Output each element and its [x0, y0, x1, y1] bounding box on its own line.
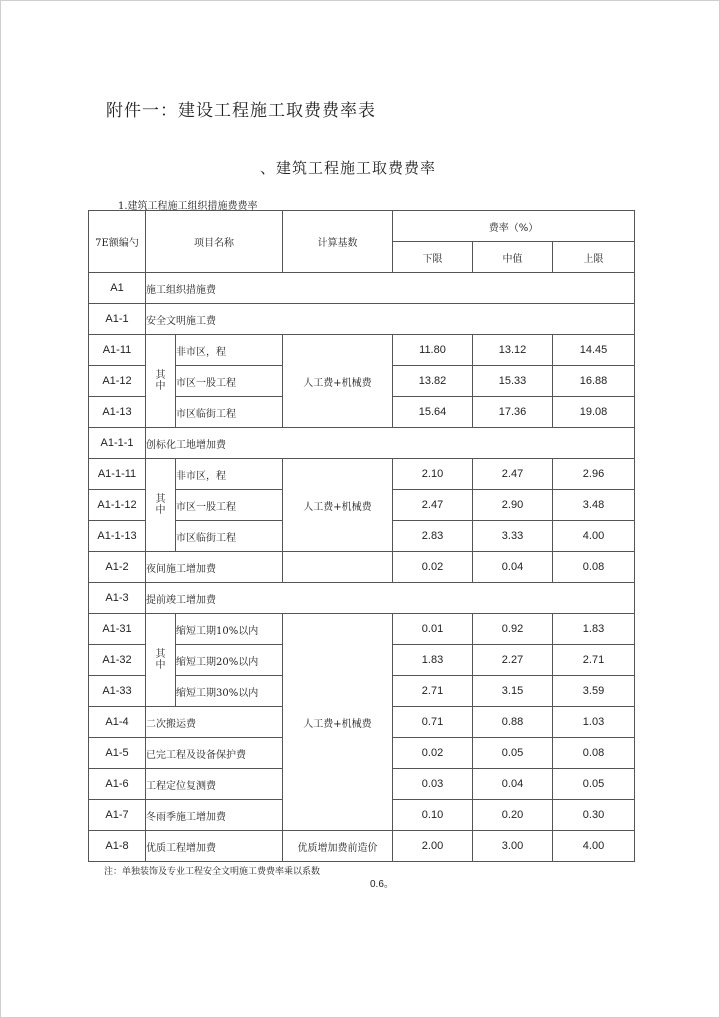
- row-name: 市区临街工程: [176, 397, 283, 428]
- row-code: A1-12: [89, 366, 146, 397]
- rate-upper: 14.45: [553, 335, 635, 366]
- rate-middle: 2.27: [473, 645, 553, 676]
- row-code: A1-1-12: [89, 490, 146, 521]
- row-name: 夜间施工增加费: [146, 552, 283, 583]
- row-code: A1-3: [89, 583, 146, 614]
- calc-base: 人工费+机械费: [283, 459, 393, 552]
- rate-upper: 2.71: [553, 645, 635, 676]
- rate-lower: 13.82: [393, 366, 473, 397]
- row-name: 工程定位复测费: [146, 769, 283, 800]
- row-code: A1-2: [89, 552, 146, 583]
- header-row: [89, 211, 635, 242]
- table-row: [89, 335, 635, 366]
- table-row: [89, 614, 635, 645]
- rate-lower: 2.83: [393, 521, 473, 552]
- row-code: A1-33: [89, 676, 146, 707]
- row-name: 创标化工地增加费: [146, 428, 635, 459]
- table-row: [89, 831, 635, 862]
- row-code: A1-1: [89, 304, 146, 335]
- footnote: 注：单独装饰及专业工程安全文明施工费费率乘以系数: [104, 867, 321, 877]
- rate-lower: 0.02: [393, 552, 473, 583]
- rate-lower: 2.71: [393, 676, 473, 707]
- table-row: [89, 428, 635, 459]
- row-name: 市区一股工程: [176, 490, 283, 521]
- footnote-continuation: 0.6。: [370, 879, 394, 890]
- rate-middle: 3.15: [473, 676, 553, 707]
- row-code: A1-1-13: [89, 521, 146, 552]
- row-code: A1-1-11: [89, 459, 146, 490]
- row-code: A1-7: [89, 800, 146, 831]
- header-item-name: 项目名称: [146, 211, 283, 273]
- row-name: 冬雨季施工增加费: [146, 800, 283, 831]
- row-name: 非市区，程: [176, 335, 283, 366]
- qizhong-label: 其中: [146, 614, 176, 707]
- table-row: [89, 273, 635, 304]
- rate-upper: 16.88: [553, 366, 635, 397]
- rate-middle: 0.20: [473, 800, 553, 831]
- row-code: A1-32: [89, 645, 146, 676]
- rate-upper: 2.96: [553, 459, 635, 490]
- rate-lower: 11.80: [393, 335, 473, 366]
- table-caption: 1.建筑工程施工组织措施费费率: [118, 201, 258, 212]
- rate-upper: 4.00: [553, 521, 635, 552]
- row-name: 缩短工期20%以内: [176, 645, 283, 676]
- rate-lower: 2.47: [393, 490, 473, 521]
- header-lower: 下限: [393, 242, 473, 273]
- header-upper: 上限: [553, 242, 635, 273]
- rate-middle: 0.92: [473, 614, 553, 645]
- row-name: 施工组织措施费: [146, 273, 635, 304]
- row-name: 市区临街工程: [176, 521, 283, 552]
- row-code: A1-5: [89, 738, 146, 769]
- rate-middle: 0.05: [473, 738, 553, 769]
- header-calc-base: 计算基数: [283, 211, 393, 273]
- rate-middle: 0.04: [473, 769, 553, 800]
- row-name: 缩短工期10%以内: [176, 614, 283, 645]
- rate-lower: 1.83: [393, 645, 473, 676]
- row-code: A1-8: [89, 831, 146, 862]
- rate-middle: 13.12: [473, 335, 553, 366]
- qizhong-label: 其中: [146, 459, 176, 552]
- rate-upper: 1.03: [553, 707, 635, 738]
- calc-base-empty: [283, 552, 393, 583]
- rate-middle: 0.88: [473, 707, 553, 738]
- rate-upper: 0.05: [553, 769, 635, 800]
- row-name: 已完工程及设备保护费: [146, 738, 283, 769]
- rate-lower: 0.01: [393, 614, 473, 645]
- table-row: [89, 459, 635, 490]
- header-middle: 中值: [473, 242, 553, 273]
- rate-upper: 1.83: [553, 614, 635, 645]
- table-row: [89, 304, 635, 335]
- row-name: 二次搬运费: [146, 707, 283, 738]
- fee-rate-table: [88, 210, 635, 862]
- row-name: 缩短工期30%以内: [176, 676, 283, 707]
- table-row: [89, 552, 635, 583]
- header-code: 7E额编勺: [89, 211, 146, 273]
- rate-lower: 15.64: [393, 397, 473, 428]
- rate-lower: 0.10: [393, 800, 473, 831]
- rate-lower: 0.03: [393, 769, 473, 800]
- row-name: 非市区，程: [176, 459, 283, 490]
- rate-middle: 17.36: [473, 397, 553, 428]
- rate-middle: 2.90: [473, 490, 553, 521]
- row-code: A1-31: [89, 614, 146, 645]
- rate-lower: 2.00: [393, 831, 473, 862]
- row-code: A1-4: [89, 707, 146, 738]
- row-code: A1-11: [89, 335, 146, 366]
- rate-middle: 2.47: [473, 459, 553, 490]
- attachment-title: 附件一：建设工程施工取费费率表: [106, 101, 376, 121]
- calc-base: 优质增加费前造价: [283, 831, 393, 862]
- section-title: 、建筑工程施工取费费率: [260, 159, 437, 177]
- qizhong-label: 其中: [146, 335, 176, 428]
- rate-lower: 0.02: [393, 738, 473, 769]
- row-code: A1-1-1: [89, 428, 146, 459]
- header-rate: 费率（%）: [393, 211, 635, 242]
- table-row: [89, 583, 635, 614]
- rate-upper: 3.48: [553, 490, 635, 521]
- rate-lower: 0.71: [393, 707, 473, 738]
- rate-upper: 0.08: [553, 738, 635, 769]
- rate-middle: 15.33: [473, 366, 553, 397]
- rate-upper: 0.30: [553, 800, 635, 831]
- row-code: A1-6: [89, 769, 146, 800]
- row-name: 提前竣工增加费: [146, 583, 635, 614]
- rate-upper: 0.08: [553, 552, 635, 583]
- row-name: 安全文明施工费: [146, 304, 635, 335]
- rate-upper: 3.59: [553, 676, 635, 707]
- calc-base: 人工费+机械费: [283, 614, 393, 831]
- row-name: 优质工程增加费: [146, 831, 283, 862]
- rate-upper: 4.00: [553, 831, 635, 862]
- row-name: 市区一股工程: [176, 366, 283, 397]
- rate-middle: 0.04: [473, 552, 553, 583]
- rate-lower: 2.10: [393, 459, 473, 490]
- rate-upper: 19.08: [553, 397, 635, 428]
- rate-middle: 3.33: [473, 521, 553, 552]
- row-code: A1-13: [89, 397, 146, 428]
- calc-base: 人工费+机械费: [283, 335, 393, 428]
- rate-middle: 3.00: [473, 831, 553, 862]
- row-code: A1: [89, 273, 146, 304]
